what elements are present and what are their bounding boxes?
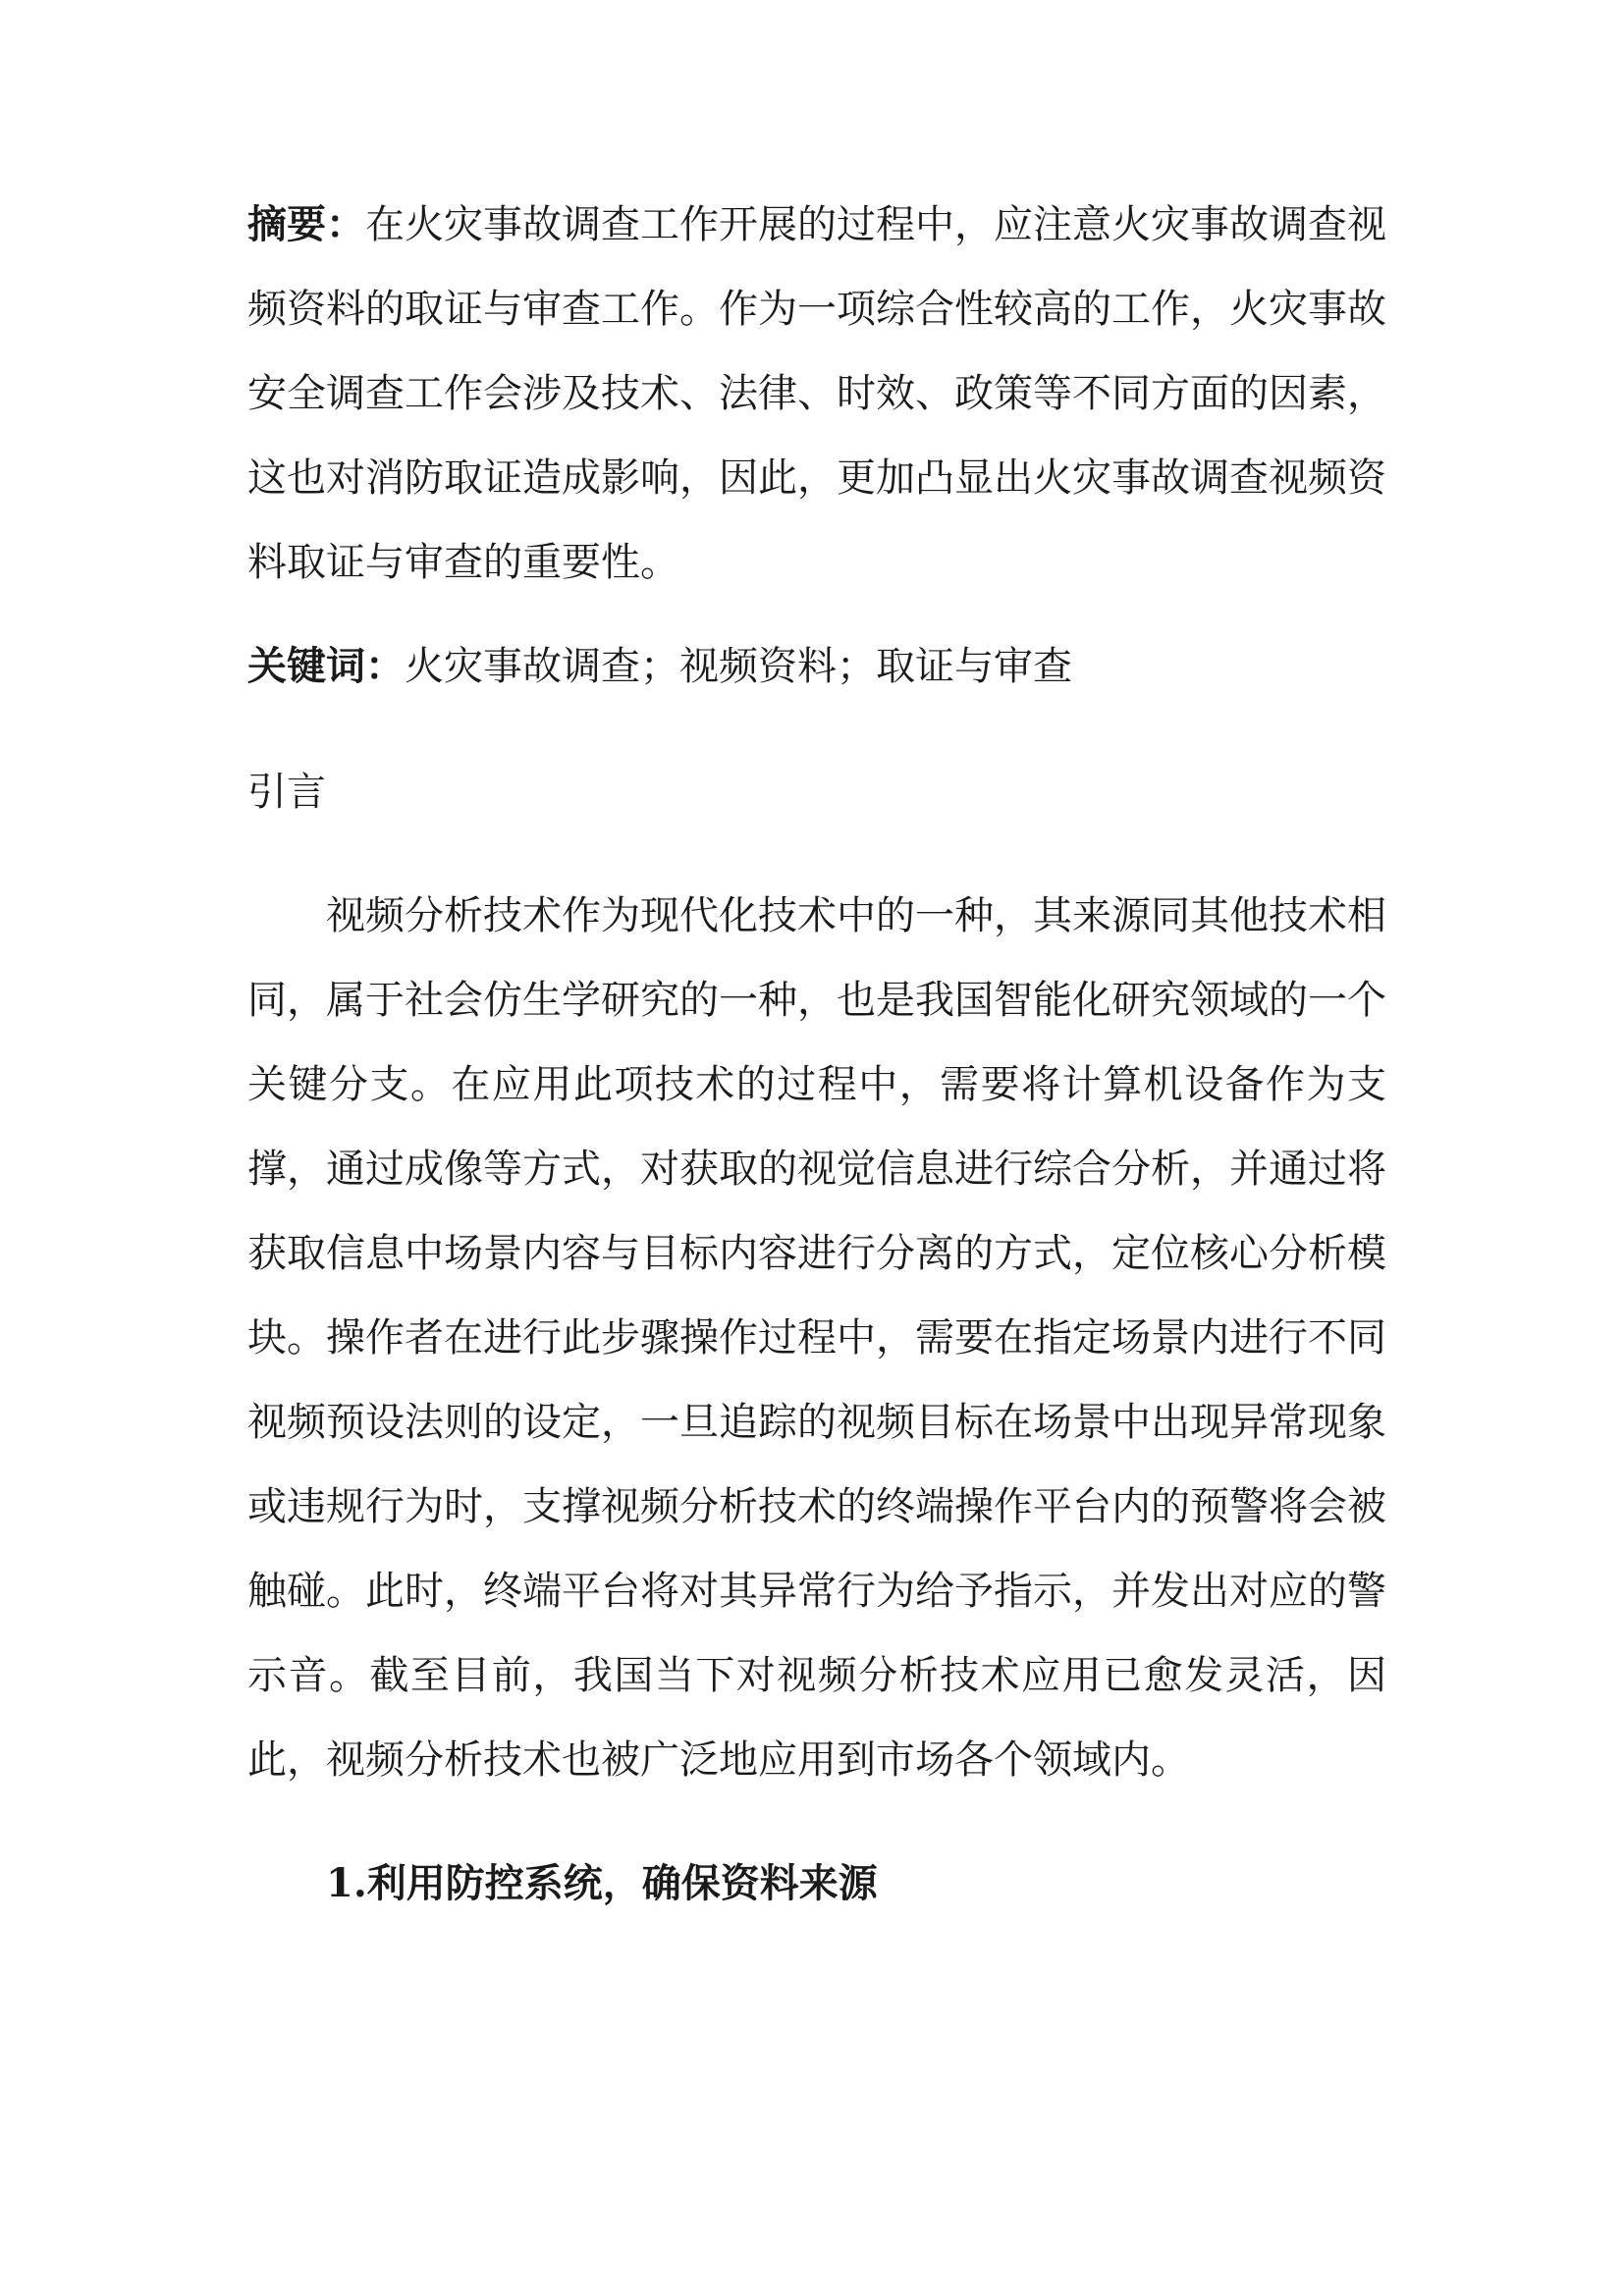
section-1-heading: 1.利用防控系统，确保资料来源 [326, 1860, 878, 1906]
introduction-paragraph: 视频分析技术作为现代化技术中的一种，其来源同其他技术相同，属于社会仿生学研究的一种，也是我国智能化研究领域的一个关键分支。在应用此项技术的过程中，需要将计算机设备作为支撑，通过成像等方式，对获取的视觉信息进行综合分析，并通过将获取信息中场景内容与目标内容进行分离的方式，定位核心分析模块。操作者在进行此步骤操作过程中，需要在指定场景内进行不同视频预设法则的设定，一旦追踪的视频目标在场景中出现异常现象或违规行为时，支撑视频分析技术的终端操作平台内的预警将会被触碰。此时，终端平台将对其异常行为给予指示，并发出对应的警示音。截至目前，我国当下对视频分析技术应用已愈发灵活，因此，视频分析技术也被广泛地应用到市场各个领域内。 [247, 893, 1386, 1783]
abstract-paragraph [247, 183, 1386, 605]
keywords-paragraph [247, 624, 1386, 709]
introduction-heading: 引言 [247, 770, 326, 815]
keywords-label: 关键词： [247, 643, 405, 689]
abstract-text: 在火灾事故调查工作开展的过程中，应注意火灾事故调查视频资料的取证与审查工作。作为一项综合性较高的工作，火灾事故安全调查工作会涉及技术、法律、时效、政策等不同方面的因素，这也对消防取证造成影响，因此，更加凸显出火灾事故调查视频资料取证与审查的重要性。 [247, 202, 1386, 585]
abstract-label: 摘要： [247, 201, 365, 247]
keywords-text: 火灾事故调查；视频资料；取证与审查 [405, 644, 1072, 689]
document-page [247, 183, 1386, 1926]
